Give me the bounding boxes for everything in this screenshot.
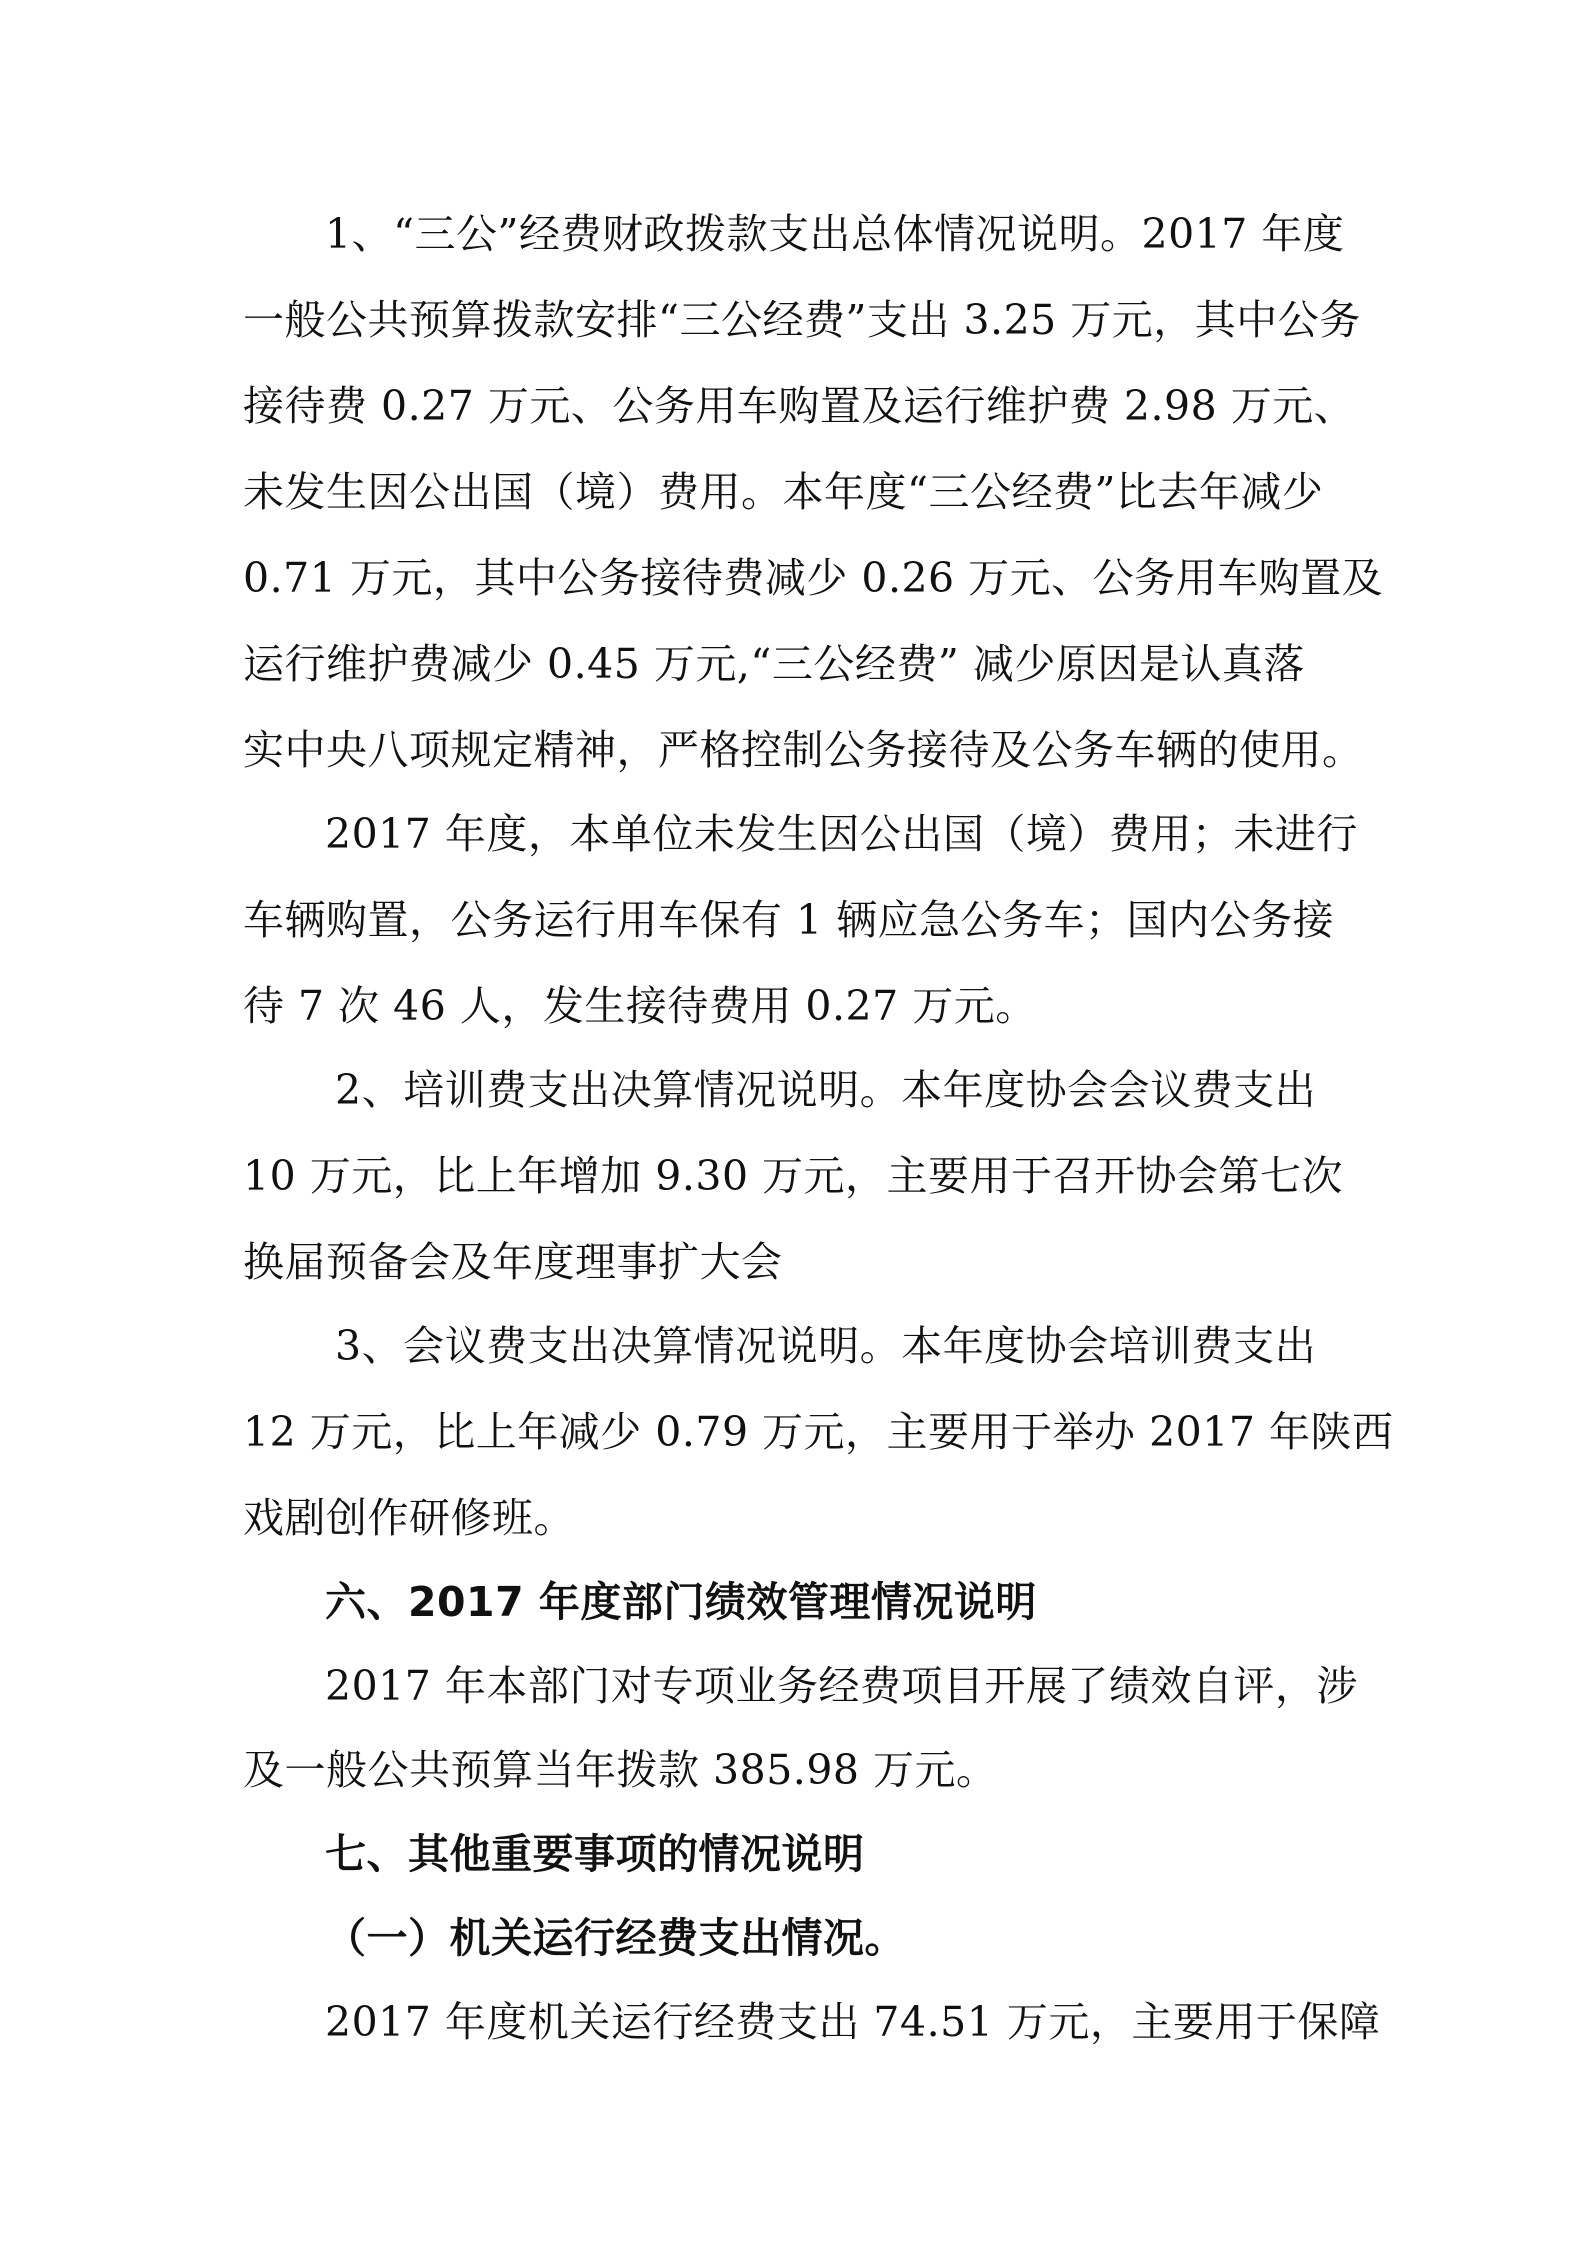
paragraph-meeting-line-3: 戏剧创作研修班。 [243,1494,575,1542]
paragraph-sangong-line-3: 接待费 0.27 万元、公务用车购置及运行维护费 2.98 万元、 [243,382,1356,430]
paragraph-sangong-line-1: 1、“三公”经费财政拨款支出总体情况说明。2017 年度 [325,210,1345,258]
section-heading-six: 六、2017 年度部门绩效管理情况说明 [325,1578,1037,1626]
paragraph-operating-costs-line-1: 2017 年度机关运行经费支出 74.51 万元，主要用于保障 [325,1998,1381,2046]
paragraph-training-line-2: 10 万元，比上年增加 9.30 万元，主要用于召开协会第七次 [243,1152,1344,1200]
paragraph-meeting-line-2: 12 万元，比上年减少 0.79 万元，主要用于举办 2017 年陕西 [243,1408,1394,1456]
paragraph-sangong-line-6: 运行维护费减少 0.45 万元,“三公经费” 减少原因是认真落 [243,640,1305,688]
section-heading-seven: 七、其他重要事项的情况说明 [325,1830,865,1878]
paragraph-training-line-1: 2、培训费支出决算情况说明。本年度协会会议费支出 [335,1066,1317,1114]
paragraph-sangong-line-5: 0.71 万元，其中公务接待费减少 0.26 万元、公务用车购置及 [243,554,1384,602]
paragraph-meeting-line-1: 3、会议费支出决算情况说明。本年度协会培训费支出 [335,1322,1317,1370]
paragraph-performance-line-2: 及一般公共预算当年拨款 385.98 万元。 [243,1746,998,1794]
paragraph-details-line-2: 车辆购置，公务运行用车保有 1 辆应急公务车；国内公务接 [243,896,1335,944]
subsection-heading-one: （一）机关运行经费支出情况。 [325,1914,906,1962]
paragraph-sangong-line-7: 实中央八项规定精神，严格控制公务接待及公务车辆的使用。 [243,726,1364,774]
paragraph-sangong-line-4: 未发生因公出国（境）费用。本年度“三公经费”比去年减少 [243,468,1324,516]
paragraph-sangong-line-2: 一般公共预算拨款安排“三公经费”支出 3.25 万元，其中公务 [243,296,1361,344]
paragraph-performance-line-1: 2017 年本部门对专项业务经费项目开展了绩效自评，涉 [325,1662,1358,1710]
paragraph-details-line-1: 2017 年度，本单位未发生因公出国（境）费用；未进行 [325,810,1358,858]
paragraph-details-line-3: 待 7 次 46 人，发生接待费用 0.27 万元。 [243,982,1037,1030]
paragraph-training-line-3: 换届预备会及年度理事扩大会 [243,1238,783,1286]
